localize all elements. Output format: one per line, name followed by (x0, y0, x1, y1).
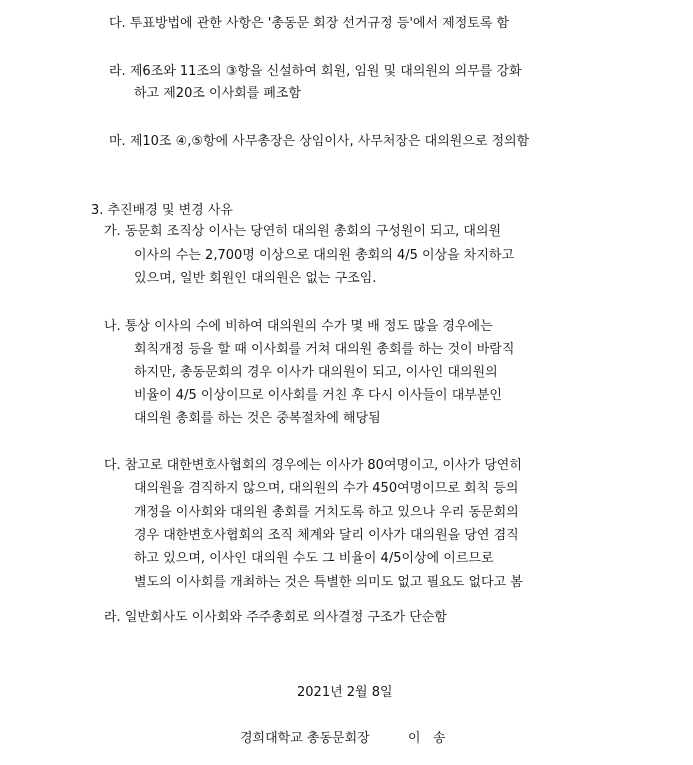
signature-organization: 경희대학교 총동문회장 (240, 731, 370, 746)
da-line-5: 하고 있으며, 이사인 대의원 수도 그 비율이 4/5이상에 이르므로 (134, 551, 494, 566)
da-line-4: 경우 대한변호사협회의 조직 체계와 달리 이사가 대의원을 당연 겸직 (134, 528, 519, 543)
document-date: 2021년 2월 8일 (297, 685, 393, 700)
da-line-1: 다. 참고로 대한변호사협회의 경우에는 이사가 80여명이고, 이사가 당연히 (104, 458, 522, 473)
item-ra-line-1: 라. 제6조와 11조의 ③항을 신설하여 회원, 임원 및 대의원의 의무를 강화 (109, 64, 522, 79)
signature-name: 이 송 (408, 731, 446, 746)
na-line-5: 대의원 총회를 하는 것은 중복절차에 해당됨 (134, 411, 381, 426)
da-line-6: 별도의 이사회를 개최하는 것은 특별한 의미도 없고 필요도 없다고 봄 (134, 575, 523, 590)
section-heading: 3. 추진배경 및 변경 사유 (91, 203, 233, 218)
ga-line-2: 이사의 수는 2,700명 이상으로 대의원 총회의 4/5 이상을 차지하고 (134, 248, 515, 263)
na-line-1: 나. 통상 이사의 수에 비하여 대의원의 수가 몇 배 정도 많을 경우에는 (104, 319, 493, 334)
na-line-4: 비율이 4/5 이상이므로 이사회를 거친 후 다시 이사들이 대부분인 (134, 388, 502, 403)
item-ma: 마. 제10조 ④,⑤항에 사무총장은 상임이사, 사무처장은 대의원으로 정의함 (109, 134, 530, 149)
na-line-3: 하지만, 총동문회의 경우 이사가 대의원이 되고, 이사인 대의원의 (134, 365, 498, 380)
da-line-3: 개정을 이사회와 대의원 총회를 거치도록 하고 있으나 우리 동문회의 (134, 505, 519, 520)
item-da: 다. 투표방법에 관한 사항은 '총동문 회장 선거규정 등'에서 제정토록 함 (109, 16, 510, 31)
na-line-2: 회칙개정 등을 할 때 이사회를 거쳐 대의원 총회를 하는 것이 바람직 (134, 342, 515, 357)
da-line-2: 대의원을 겸직하지 않으며, 대의원의 수가 450여명이므로 회칙 등의 (134, 481, 519, 496)
ra-line: 라. 일반회사도 이사회와 주주총회로 의사결정 구조가 단순함 (104, 610, 447, 625)
item-ra-line-2: 하고 제20조 이사회를 폐조함 (134, 86, 302, 101)
ga-line-3: 있으며, 일반 회원인 대의원은 없는 구조임. (134, 271, 377, 286)
ga-line-1: 가. 동문회 조직상 이사는 당연히 대의원 총회의 구성원이 되고, 대의원 (104, 224, 502, 239)
